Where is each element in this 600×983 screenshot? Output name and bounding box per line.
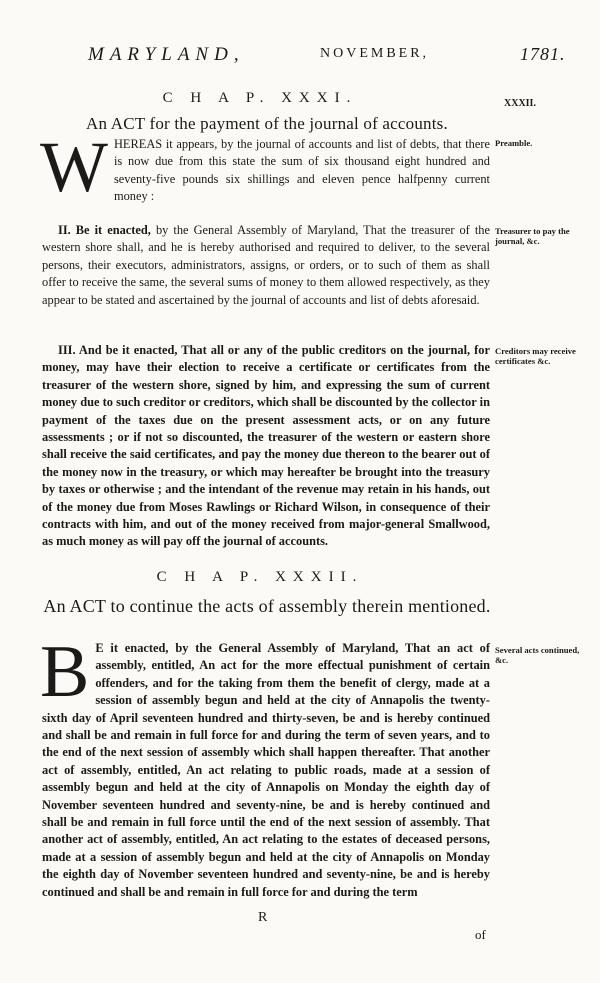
section-3-lead: III. And be it enacted, [58, 343, 178, 357]
running-head [88, 44, 588, 66]
state-heading: MARYLAND, [88, 44, 245, 65]
chapter-reference: XXXII. [504, 98, 536, 109]
year-heading: 1781. [520, 44, 566, 64]
section-2-text: by the General Assembly of Maryland, That the treasurer of the western shore shall, and he is hereby authorised and required to deliver, to the several persons, their executors, administrators, assigns, or orders, or to such of them as shall offer to receive the same, the several sums of money to them allowed respectively, as they appear to be stated and ascertained by the journal of accounts and list of debts aforesaid. [42, 223, 490, 307]
dropcap-w: W [40, 127, 108, 207]
act-32-section-1 [40, 631, 491, 901]
act-31-section-3 [42, 342, 490, 551]
section-3-text: That all or any of the public creditors on the journal, for money, may have their election to receive a certificate or certificates from the treasurer of the western shore, signed by him, and expressing the sum of current money due to such creditor or creditors, which shall be discounted by the collector in payment of the taxes due on the present assessment acts, or on any future assessments ; or if not so discounted, the treasurer of the western or eastern shore shall receive the said certificates, and pay the money due thereon to the bearer out of the money now in the treasury, or which may hereafter be brought into the treasury by taxes or otherwise ; and the intendant of the revenue may retain in his hands, out of the money due from Moses Rawlings or Richard Wilson, in consequence of their contracts with him, and out of the money received from major-general Smallwood, as much money as will pay off the journal of accounts. [42, 343, 490, 549]
act-31-title: An ACT for the payment of the journal of accounts. [86, 114, 448, 133]
dropcap-b: B [40, 631, 90, 713]
act-31-preamble [40, 127, 490, 207]
catchword: of [475, 927, 486, 942]
signature-mark: R [258, 910, 268, 925]
chapter-32-heading: C H A P. XXXII. [156, 569, 364, 585]
act-32-text: by the General Assembly of Maryland, That an act of assembly, entitled, An act for the more effectual punishment of certain offenders, and for the taking from them the benefit of clergy, made at a session of assembly begun and held at the city of Annapolis the twenty-sixth day of April seventeen hundred and thirty-seven, be and is hereby continued and shall be and remain in full force for and during the term of seven years, and to the end of the next session of assembly which shall happen thereafter. That another act of assembly, entitled, An act relating to public roads, made at a session of assembly begun and held at the city of Annapolis on Monday the eighth day of November seventeen hundred and seventy-nine, be and is hereby continued and shall be and remain in full force until the end of the next session of assembly. That another act of assembly, entitled, An act relating to the estates of deceased persons, made at a session of assembly begun and held at the city of Annapolis on Monday the eighth day of November seventeen hundred and seventy-nine, be and is hereby continued and shall be and remain in full force for and during the term [42, 641, 491, 899]
margin-note-preamble: Preamble. [495, 138, 533, 148]
month-heading: NOVEMBER, [320, 46, 430, 61]
act-32-lead: E it enacted, [95, 641, 169, 655]
chapter-31-heading: C H A P. XXXI. [162, 90, 358, 106]
margin-note-creditors: Creditors may receive certificates &c. [495, 346, 576, 366]
act-32-title: An ACT to continue the acts of assembly therein mentioned. [43, 596, 491, 616]
margin-note-several-acts: Several acts continued, &c. [495, 645, 580, 665]
section-2-lead: II. Be it enacted, [58, 223, 151, 237]
margin-note-treasurer: Treasurer to pay the journal, &c. [495, 226, 570, 246]
act-31-section-2 [42, 222, 490, 309]
preamble-text: HEREAS it appears, by the journal of accounts and list of debts, that there is now due from this state the sum of six thousand eight hundred and seventy-five pounds six shillings and eleven pence halfpenny current money : [113, 137, 490, 204]
